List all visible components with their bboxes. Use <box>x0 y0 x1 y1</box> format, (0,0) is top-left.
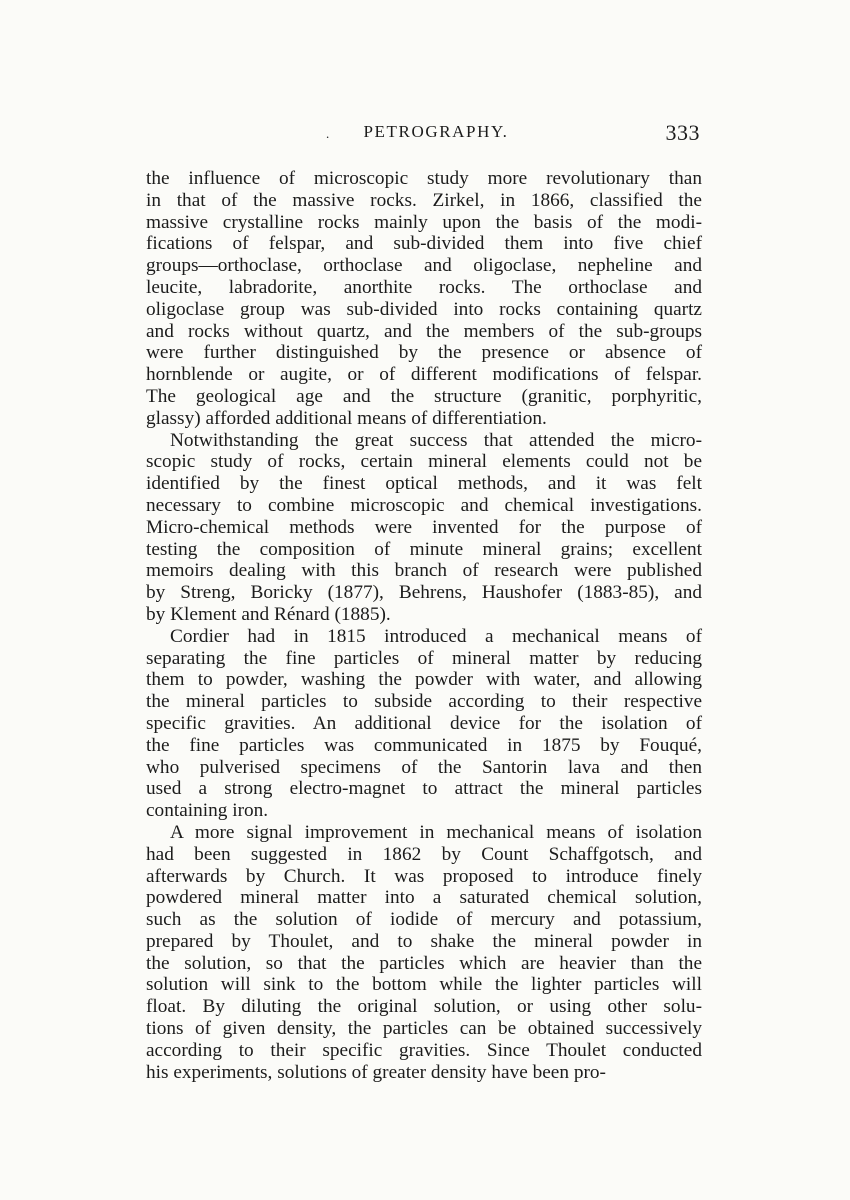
text-line: powdered mineral matter into a saturated chemical solution, <box>146 887 702 909</box>
text-line: had been suggested in 1862 by Count Schaffgotsch, and <box>146 843 702 865</box>
text-line: were further distinguished by the presence or absence of <box>146 342 702 364</box>
text-line: used a strong electro-magnet to attract the mineral particles <box>146 778 702 800</box>
header-mark: . <box>326 126 330 141</box>
text-line: afterwards by Church. It was proposed to introduce finely <box>146 865 702 887</box>
text-line: the influence of microscopic study more revolutionary than <box>146 168 702 189</box>
text-line: float. By diluting the original solution, or using other solu- <box>146 996 702 1018</box>
text-line: memoirs dealing with this branch of research were published <box>146 560 702 582</box>
text-line: massive crystalline rocks mainly upon the basis of the modi- <box>146 211 702 233</box>
running-header <box>146 120 702 154</box>
text-line: the mineral particles to subside according to their respective <box>146 691 702 713</box>
text-line: oligoclase group was sub-divided into rocks containing quartz <box>146 298 702 320</box>
text-line: such as the solution of iodide of mercury and potassium, <box>146 909 702 931</box>
text-line: the solution, so that the particles which are heavier than the <box>146 952 702 974</box>
paragraph <box>146 168 702 430</box>
text-line: solution will sink to the bottom while the lighter particles will <box>146 974 702 996</box>
text-line: and rocks without quartz, and the members of the sub-groups <box>146 320 702 342</box>
text-line: identified by the finest optical methods, and it was felt <box>146 473 702 495</box>
text-line: containing iron. <box>146 800 269 822</box>
text-line: Notwithstanding the great success that attended the micro- <box>170 429 702 451</box>
text-line: A more signal improvement in mechanical means of isolation <box>170 821 702 843</box>
text-line: who pulverised specimens of the Santorin lava and then <box>146 756 702 778</box>
text-line: his experiments, solutions of greater density have been pro- <box>146 1061 606 1083</box>
text-line: groups—orthoclase, orthoclase and oligoclase, nepheline and <box>146 255 702 277</box>
text-line: fications of felspar, and sub-divided them into five chief <box>146 233 702 255</box>
text-line: tions of given density, the particles can be obtained successively <box>146 1018 702 1040</box>
paragraph <box>146 626 702 822</box>
running-title: PETROGRAPHY. <box>363 122 509 141</box>
text-line: according to their specific gravities. Since Thoulet conducted <box>146 1039 702 1061</box>
text-line: them to powder, washing the powder with water, and allowing <box>146 669 702 691</box>
paragraph <box>146 822 702 1084</box>
text-line: hornblende or augite, or of different modifications of felspar. <box>146 364 702 386</box>
page-number: 333 <box>665 120 700 145</box>
text-line: by Klement and Rénard (1885). <box>146 603 391 625</box>
text-line: The geological age and the structure (granitic, porphyritic, <box>146 385 702 407</box>
text-line: testing the composition of minute mineral grains; excellent <box>146 538 702 560</box>
text-line: the fine particles was communicated in 1875 by Fouqué, <box>146 734 702 756</box>
text-line: Micro-chemical methods were invented for the purpose of <box>146 516 702 538</box>
text-line: in that of the massive rocks. Zirkel, in 1866, classified the <box>146 189 702 211</box>
text-line: necessary to combine microscopic and chemical investigations. <box>146 494 702 516</box>
text-line: by Streng, Boricky (1877), Behrens, Haushofer (1883-85), and <box>146 582 702 604</box>
paragraph <box>146 430 702 626</box>
text-line: separating the fine particles of mineral matter by reducing <box>146 647 702 669</box>
text-line: glassy) afforded additional means of differentiation. <box>146 407 547 429</box>
text-line: scopic study of rocks, certain mineral elements could not be <box>146 451 702 473</box>
text-line: prepared by Thoulet, and to shake the mineral powder in <box>146 930 702 952</box>
text-line: Cordier had in 1815 introduced a mechanical means of <box>170 625 702 647</box>
text-line: leucite, labradorite, anorthite rocks. The orthoclase and <box>146 276 702 298</box>
body-text <box>146 168 702 1083</box>
text-line: specific gravities. An additional device for the isolation of <box>146 712 702 734</box>
